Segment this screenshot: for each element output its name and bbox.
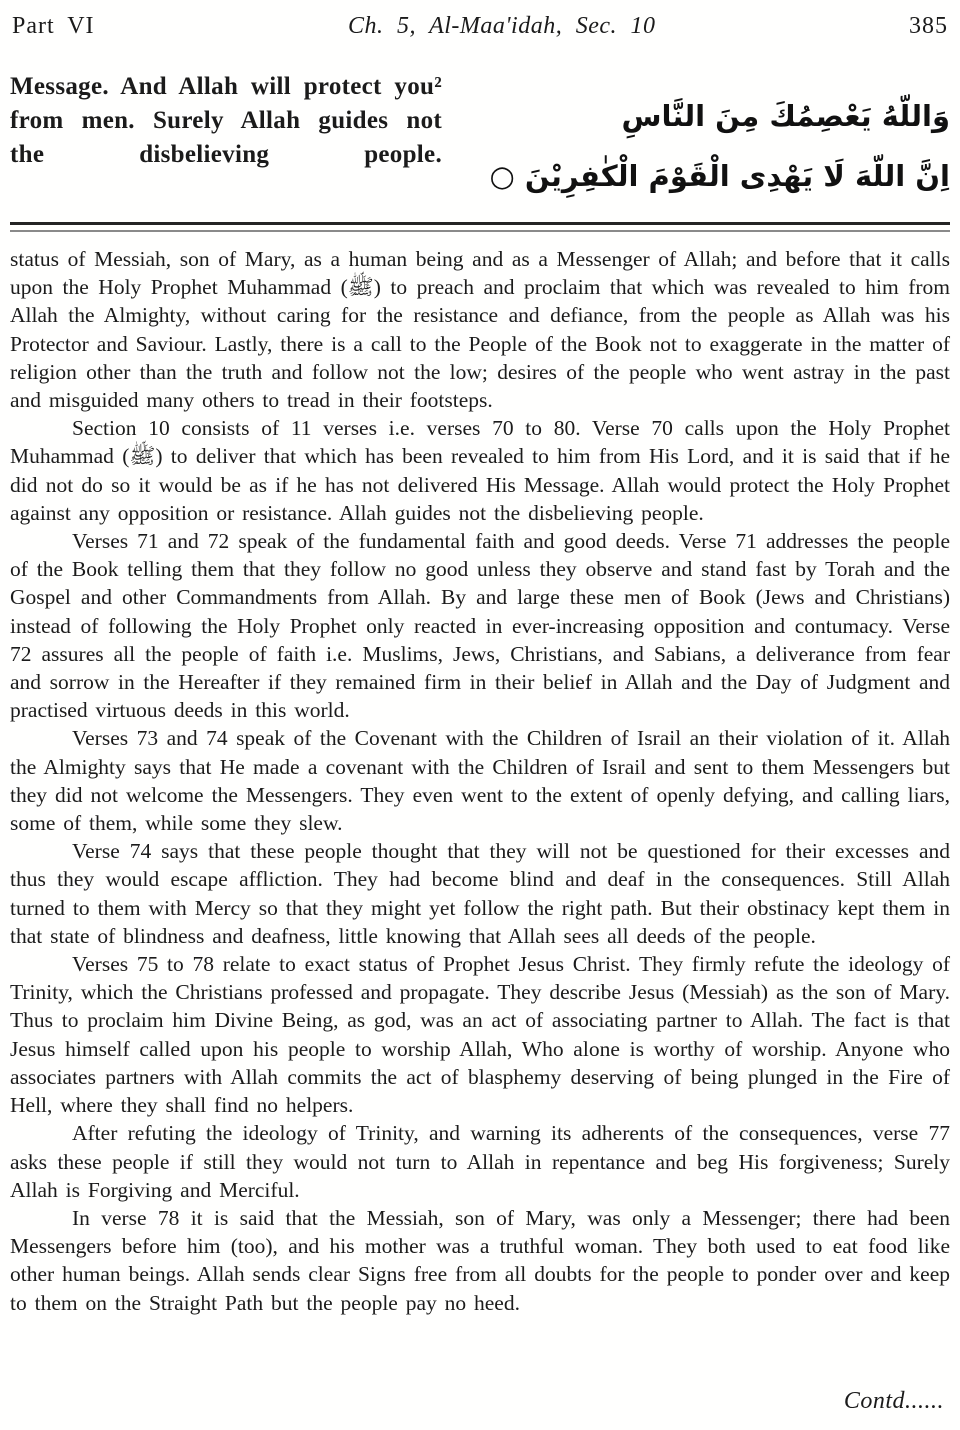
body-paragraph: Verse 74 says that these people thought that they will not be questioned for their excesses and thus they would escape affliction. They had become blind and deaf in the consequences. Still Allah turned to them with Mercy so that they might yet follow the right path. But their obstinacy kept them in that state of blindness and deafness, little knowing that Allah sees all deeds of the people. <box>10 839 950 948</box>
verse-arabic-line-1: وَاللّهُ يَعْصِمُكَ مِنَ النَّاسِ <box>621 99 950 133</box>
body-paragraph: In verse 78 it is said that the Messiah, son of Mary, was only a Messenger; there had been Messengers before him (too), and his mother was a truthful woman. They both used to eat food like other human beings. Allah sends clear Signs free from all doubts for the people to ponder over and keep to them on the Straight Path but the people pay no heed. <box>10 1205 950 1315</box>
part-label: Part VI <box>12 13 95 39</box>
body-paragraph: Verses 75 to 78 relate to exact status of Prophet Jesus Christ. They firmly refute the ideology of Trinity, which the Christians professed and propagate. They describe Jesus (Messiah) as the son of Mary. Thus to proclaim him Divine Being, as god, was an act of associating partner to Allah. The fact is that Jesus himself called upon his people to worship Allah, Who alone is worthy of worship. Anyone who associates partners with Allah commits the act of blasphemy deserving of being plunged in the Fire of Hell, where they shall find no helpers. <box>10 952 950 1118</box>
chapter-title: Ch. 5, Al-Maa'idah, Sec. 10 <box>348 13 656 39</box>
verse-block <box>10 70 950 206</box>
verse-translation: Message. And Allah will protect you² from men. Surely Allah guides not the disbelieving people. <box>10 73 442 168</box>
section-divider <box>10 222 950 232</box>
body-paragraph: After refuting the ideology of Trinity, and warning its adherents of the consequences, verse 77 asks these people if still they would not turn to Allah in repentance and beg His forgiveness; Surely Allah is Forgiving and Merciful. <box>10 1121 950 1202</box>
commentary-body <box>10 245 950 1317</box>
body-paragraph: Section 10 consists of 11 verses i.e. verses 70 to 80. Verse 70 calls upon the Holy Prophet Muhammad (ﷺ) to deliver that which has been revealed to him from His Lord, and it is said that if he did not do so it would be as if he has not delivered His Message. Allah would protect the Holy Prophet against any opposition or resistance. Allah guides not the disbelieving people. <box>10 416 950 525</box>
verse-arabic <box>470 70 950 206</box>
continued-marker: Contd...... <box>843 1388 944 1414</box>
page-number: 385 <box>909 13 948 39</box>
body-paragraph: status of Messiah, son of Mary, as a human being and as a Messenger of Allah; and before that it calls upon the Holy Prophet Muhammad (ﷺ) to preach and proclaim that which was revealed to him from Allah the Almighty, without caring for the resistance and defiance, from the people as Allah was his Protector and Saviour. Lastly, there is a call to the People of the Book not to exaggerate in the matter of religion other than the truth and follow not the low; desires of the people who went astray in the past and misguided many others to tread in their footsteps. <box>10 247 950 413</box>
body-paragraph: Verses 71 and 72 speak of the fundamental faith and good deeds. Verse 71 addresses the people of the Book telling them that they follow no good unless they observe and stand fast by Torah and the Gospel and other Commandments from Allah. By and large these men of Book (Jews and Christians) instead of following the Holy Prophet only reacted in ever-increasing opposition and contumacy. Verse 72 assures all the people of faith i.e. Muslims, Jews, Christians, and Sabians, a deliverance from fear and sorrow in the Hereafter if they remained firm in their belief in Allah and the Day of Judgment and practised virtuous deeds in this world. <box>10 529 950 723</box>
body-paragraph: Verses 73 and 74 speak of the Covenant with the Children of Israil an their violation of it. Allah the Almighty says that He made a covenant with the Children of Israil and sent to them Messengers but they did not welcome the Messengers. They even went to the extent of openly defying, and calling liars, some of them, while some they slew. <box>10 726 950 836</box>
verse-arabic-line-2: اِنَّ اللّهَ لَا يَهْدِى الْقَوْمَ الْكٰفِرِيْنَ ○ <box>489 159 950 193</box>
running-head <box>10 10 950 40</box>
